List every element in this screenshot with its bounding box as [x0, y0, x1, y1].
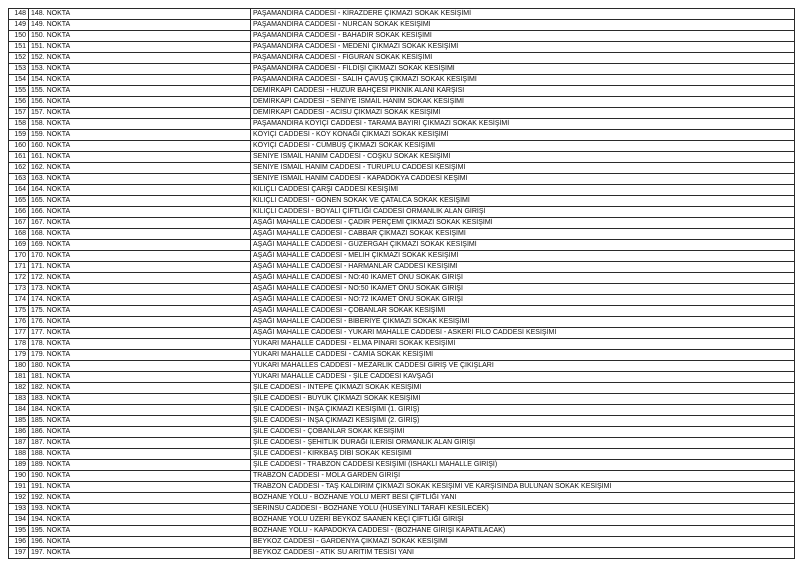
location-cell: BOZHANE YOLU - BOZHANE YOLU MERT BESİ ÇİFTLİĞİ YANI [251, 493, 795, 504]
point-name-cell: 191. NOKTA [29, 482, 251, 493]
row-number-cell: 195 [9, 526, 29, 537]
location-cell: AŞAĞI MAHALLE CADDESİ - NO:40 İKAMET ÖNÜ SOKAK GİRİŞİ [251, 273, 795, 284]
table-row [9, 361, 795, 372]
row-number-cell: 180 [9, 361, 29, 372]
table-row [9, 119, 795, 130]
row-number-cell: 161 [9, 152, 29, 163]
row-number-cell: 186 [9, 427, 29, 438]
table-row [9, 75, 795, 86]
location-cell: DEMİRKAPI CADDESİ - SENİYE İSMAİL HANIM SOKAK KESİŞİMİ [251, 97, 795, 108]
table-row [9, 130, 795, 141]
table-row [9, 64, 795, 75]
row-number-cell: 187 [9, 438, 29, 449]
point-name-cell: 162. NOKTA [29, 163, 251, 174]
row-number-cell: 154 [9, 75, 29, 86]
point-name-cell: 168. NOKTA [29, 229, 251, 240]
table-row [9, 218, 795, 229]
location-cell: AŞAĞI MAHALLE CADDESİ - HARMANLAR CADDESİ KESİŞİMİ [251, 262, 795, 273]
location-cell: SENİYE İSMAİL HANIM CADDESİ - TURUPLU CADDESİ KESİŞİMİ [251, 163, 795, 174]
table-row [9, 174, 795, 185]
location-cell: TRABZON CADDESİ - TAŞ KALDIRIM ÇIKMAZI SOKAK KESİŞİMİ VE KARŞISINDA BULUNAN SOKAK KESİŞİMİ [251, 482, 795, 493]
row-number-cell: 197 [9, 548, 29, 559]
row-number-cell: 164 [9, 185, 29, 196]
row-number-cell: 193 [9, 504, 29, 515]
checkpoint-table [8, 8, 795, 559]
table-row [9, 405, 795, 416]
point-name-cell: 167. NOKTA [29, 218, 251, 229]
location-cell: KILIÇLI CADDESİ - BOYALI ÇİFTLİĞİ CADDESİ ORMANLIK ALAN GİRİŞİ [251, 207, 795, 218]
table-row [9, 284, 795, 295]
table-row [9, 86, 795, 97]
location-cell: YUKARI MAHALLES CADDESİ - MEZARLIK CADDESİ GİRİŞ VE ÇIKIŞLARI [251, 361, 795, 372]
point-name-cell: 157. NOKTA [29, 108, 251, 119]
point-name-cell: 176. NOKTA [29, 317, 251, 328]
point-name-cell: 150. NOKTA [29, 31, 251, 42]
table-row [9, 306, 795, 317]
table-row [9, 240, 795, 251]
point-name-cell: 173. NOKTA [29, 284, 251, 295]
location-cell: KÖYİÇİ CADDESİ - CÜMBÜŞ ÇIKMAZI SOKAK KESİŞİMİ [251, 141, 795, 152]
point-name-cell: 195. NOKTA [29, 526, 251, 537]
row-number-cell: 196 [9, 537, 29, 548]
row-number-cell: 155 [9, 86, 29, 97]
location-cell: PAŞAMANDIRA KÖYİÇİ CADDESİ - TARAMA BAYIRI ÇIKMAZI SOKAK KESİŞİMİ [251, 119, 795, 130]
location-cell: SERİNSU CADDESİ - BOZHANE YOLU (HÜSEYİNLİ TARAFI KESİLECEK) [251, 504, 795, 515]
table-row [9, 449, 795, 460]
row-number-cell: 171 [9, 262, 29, 273]
point-name-cell: 159. NOKTA [29, 130, 251, 141]
location-cell: BOZHANE YOLU ÜZERİ BEYKOZ SAANEN KEÇİ ÇİFTLİĞİ GİRİŞİ [251, 515, 795, 526]
table-body [9, 9, 795, 559]
row-number-cell: 163 [9, 174, 29, 185]
point-name-cell: 178. NOKTA [29, 339, 251, 350]
point-name-cell: 174. NOKTA [29, 295, 251, 306]
point-name-cell: 188. NOKTA [29, 449, 251, 460]
location-cell: ŞİLE CADDESİ - KIRKBAŞ DİBİ SOKAK KESİŞİMİ [251, 449, 795, 460]
point-name-cell: 160. NOKTA [29, 141, 251, 152]
table-row [9, 31, 795, 42]
location-cell: ŞİLE CADDESİ - ŞEHİTLİK DURAĞI İLERİSİ ORMANLIK ALAN GİRİŞİ [251, 438, 795, 449]
location-cell: PAŞAMANDIRA CADDESİ - FİGURAN SOKAK KESİŞİMİ [251, 53, 795, 64]
row-number-cell: 157 [9, 108, 29, 119]
table-row [9, 350, 795, 361]
point-name-cell: 156. NOKTA [29, 97, 251, 108]
location-cell: AŞAĞI MAHALLE CADDESİ - NO:72 İKAMET ÖNÜ SOKAK GİRİŞİ [251, 295, 795, 306]
row-number-cell: 152 [9, 53, 29, 64]
table-row [9, 97, 795, 108]
point-name-cell: 183. NOKTA [29, 394, 251, 405]
table-row [9, 504, 795, 515]
row-number-cell: 156 [9, 97, 29, 108]
row-number-cell: 182 [9, 383, 29, 394]
location-cell: AŞAĞI MAHALLE CADDESİ - CABBAR ÇIKMAZI SOKAK KESİŞİMİ [251, 229, 795, 240]
point-name-cell: 152. NOKTA [29, 53, 251, 64]
point-name-cell: 186. NOKTA [29, 427, 251, 438]
location-cell: AŞAĞI MAHALLE CADDESİ - NO:50 İKAMET ÖNÜ SOKAK GİRİŞİ [251, 284, 795, 295]
table-row [9, 262, 795, 273]
table-row [9, 427, 795, 438]
row-number-cell: 153 [9, 64, 29, 75]
location-cell: SENİYE İSMAİL HANIM CADDESİ - COŞKU SOKAK KESİŞİMİ [251, 152, 795, 163]
point-name-cell: 154. NOKTA [29, 75, 251, 86]
row-number-cell: 159 [9, 130, 29, 141]
point-name-cell: 189. NOKTA [29, 460, 251, 471]
location-cell: YUKARI MAHALLE CADDESİ - ŞİLE CADDESİ KAVŞAĞI [251, 372, 795, 383]
table-row [9, 471, 795, 482]
row-number-cell: 179 [9, 350, 29, 361]
row-number-cell: 185 [9, 416, 29, 427]
location-cell: KILIÇLI CADDESİ ÇARŞI CADDESİ KESİŞİMİ [251, 185, 795, 196]
point-name-cell: 194. NOKTA [29, 515, 251, 526]
row-number-cell: 160 [9, 141, 29, 152]
row-number-cell: 149 [9, 20, 29, 31]
point-name-cell: 161. NOKTA [29, 152, 251, 163]
row-number-cell: 194 [9, 515, 29, 526]
point-name-cell: 151. NOKTA [29, 42, 251, 53]
table-row [9, 9, 795, 20]
point-name-cell: 166. NOKTA [29, 207, 251, 218]
point-name-cell: 148. NOKTA [29, 9, 251, 20]
point-name-cell: 171. NOKTA [29, 262, 251, 273]
table-row [9, 372, 795, 383]
point-name-cell: 163. NOKTA [29, 174, 251, 185]
point-name-cell: 170. NOKTA [29, 251, 251, 262]
table-row [9, 515, 795, 526]
point-name-cell: 196. NOKTA [29, 537, 251, 548]
point-name-cell: 155. NOKTA [29, 86, 251, 97]
table-row [9, 251, 795, 262]
table-row [9, 108, 795, 119]
point-name-cell: 180. NOKTA [29, 361, 251, 372]
location-cell: SENİYE İSMAİL HANIM CADDESİ - KAPADOKYA CADDESİ KEŞİMİ [251, 174, 795, 185]
row-number-cell: 188 [9, 449, 29, 460]
location-cell: BEYKOZ CADDESİ - ATIK SU ARITIM TESİSİ YANI [251, 548, 795, 559]
location-cell: AŞAĞI MAHALLE CADDESİ - YUKARI MAHALLE CADDESİ - ASKERİ FİLO CADDESİ KESİŞİMİ [251, 328, 795, 339]
point-name-cell: 158. NOKTA [29, 119, 251, 130]
point-name-cell: 187. NOKTA [29, 438, 251, 449]
location-cell: DEMİRKAPI CADDESİ - HUZUR BAHÇESİ PİKNİK ALANI KARŞISI [251, 86, 795, 97]
row-number-cell: 175 [9, 306, 29, 317]
point-name-cell: 184. NOKTA [29, 405, 251, 416]
point-name-cell: 149. NOKTA [29, 20, 251, 31]
location-cell: AŞAĞI MAHALLE CADDESİ - GÜZERGAH ÇIKMAZI SOKAK KESİŞİMİ [251, 240, 795, 251]
point-name-cell: 193. NOKTA [29, 504, 251, 515]
point-name-cell: 153. NOKTA [29, 64, 251, 75]
row-number-cell: 168 [9, 229, 29, 240]
point-name-cell: 164. NOKTA [29, 185, 251, 196]
row-number-cell: 181 [9, 372, 29, 383]
table-row [9, 537, 795, 548]
table-row [9, 207, 795, 218]
table-row [9, 196, 795, 207]
table-row [9, 482, 795, 493]
location-cell: KÖYİÇİ CADDESİ - KÖY KONAĞI ÇIKMAZI SOKAK KESİŞİMİ [251, 130, 795, 141]
location-cell: PAŞAMANDIRA CADDESİ - BAHADIR SOKAK KESİŞİMİ [251, 31, 795, 42]
table-row [9, 526, 795, 537]
table-row [9, 20, 795, 31]
location-cell: ŞİLE CADDESİ - BÜYÜK ÇIKMAZI SOKAK KESİŞİMİ [251, 394, 795, 405]
row-number-cell: 192 [9, 493, 29, 504]
location-cell: AŞAĞI MAHALLE CADDESİ - BİBERİYE ÇIKMAZI SOKAK KESİŞİMİ [251, 317, 795, 328]
point-name-cell: 190. NOKTA [29, 471, 251, 482]
table-row [9, 317, 795, 328]
row-number-cell: 148 [9, 9, 29, 20]
table-row [9, 141, 795, 152]
location-cell: PAŞAMANDIRA CADDESİ - KİRAZDERE ÇIKMAZI SOKAK KESİŞİMİ [251, 9, 795, 20]
table-row [9, 295, 795, 306]
row-number-cell: 172 [9, 273, 29, 284]
location-cell: ŞİLE CADDESİ - İNŞA ÇIKMAZI KESİŞİMİ (2. GİRİŞ) [251, 416, 795, 427]
table-row [9, 229, 795, 240]
location-cell: ŞİLE CADDESİ - İNTEPE ÇIKMAZI SOKAK KESİŞİMİ [251, 383, 795, 394]
location-cell: PAŞAMANDIRA CADDESİ - NURCAN SOKAK KESİŞİMİ [251, 20, 795, 31]
location-cell: AŞAĞI MAHALLE CADDESİ - ÇOBANLAR SOKAK KESİŞİMİ [251, 306, 795, 317]
location-cell: AŞAĞI MAHALLE CADDESİ - MELİH ÇIKMAZI SOKAK KESİŞİMİ [251, 251, 795, 262]
point-name-cell: 169. NOKTA [29, 240, 251, 251]
table-row [9, 152, 795, 163]
table-row [9, 328, 795, 339]
table-row [9, 53, 795, 64]
row-number-cell: 151 [9, 42, 29, 53]
location-cell: PAŞAMANDIRA CADDESİ - SALİH ÇAVUŞ ÇIKMAZI SOKAK KESİŞİMİ [251, 75, 795, 86]
row-number-cell: 158 [9, 119, 29, 130]
location-cell: ŞİLE CADDESİ - TRABZON CADDESİ KESİŞİMİ (İSHAKLI MAHALLE GİRİŞİ) [251, 460, 795, 471]
point-name-cell: 175. NOKTA [29, 306, 251, 317]
location-cell: ŞİLE CADDESİ - İNŞA ÇIKMAZI KESİŞİMİ (1. GİRİŞ) [251, 405, 795, 416]
location-cell: YUKARI MAHALLE CADDESİ - CAMİA SOKAK KESİŞİMİ [251, 350, 795, 361]
location-cell: PAŞAMANDIRA CADDESİ - MEDENİ ÇIKMAZI SOKAK KESİŞİMİ [251, 42, 795, 53]
table-row [9, 460, 795, 471]
row-number-cell: 183 [9, 394, 29, 405]
location-cell: PAŞAMANDIRA CADDESİ - FİLDİŞİ ÇIKMAZI SOKAK KESİŞİMİ [251, 64, 795, 75]
row-number-cell: 167 [9, 218, 29, 229]
row-number-cell: 178 [9, 339, 29, 350]
point-name-cell: 179. NOKTA [29, 350, 251, 361]
location-cell: BEYKOZ CADDESİ - GARDENYA ÇIKMAZI SOKAK KESİŞİMİ [251, 537, 795, 548]
table-row [9, 163, 795, 174]
point-name-cell: 185. NOKTA [29, 416, 251, 427]
row-number-cell: 173 [9, 284, 29, 295]
location-cell: TRABZON CADDESİ - MOLA GARDEN GİRİŞİ [251, 471, 795, 482]
location-cell: YUKARI MAHALLE CADDESİ - ELMA PINARI SOKAK KESİŞİMİ [251, 339, 795, 350]
table-row [9, 416, 795, 427]
table-row [9, 383, 795, 394]
table-row [9, 438, 795, 449]
table-row [9, 185, 795, 196]
row-number-cell: 166 [9, 207, 29, 218]
table-row [9, 273, 795, 284]
row-number-cell: 190 [9, 471, 29, 482]
point-name-cell: 165. NOKTA [29, 196, 251, 207]
table-row [9, 493, 795, 504]
row-number-cell: 174 [9, 295, 29, 306]
row-number-cell: 177 [9, 328, 29, 339]
location-cell: KILIÇLI CADDESİ - GÖNEN SOKAK VE ÇATALCA SOKAK KESİŞİMİ [251, 196, 795, 207]
point-name-cell: 197. NOKTA [29, 548, 251, 559]
point-name-cell: 182. NOKTA [29, 383, 251, 394]
row-number-cell: 191 [9, 482, 29, 493]
row-number-cell: 162 [9, 163, 29, 174]
table-row [9, 42, 795, 53]
row-number-cell: 184 [9, 405, 29, 416]
location-cell: DEMİRKAPI CADDESİ - ACISU ÇIKMAZI SOKAK KESİŞİMİ [251, 108, 795, 119]
location-cell: BOZHANE YOLU - KAPADOKYA CADDESİ - (BOZHANE GİRİŞİ KAPATILACAK) [251, 526, 795, 537]
row-number-cell: 150 [9, 31, 29, 42]
point-name-cell: 177. NOKTA [29, 328, 251, 339]
table-row [9, 394, 795, 405]
row-number-cell: 189 [9, 460, 29, 471]
row-number-cell: 165 [9, 196, 29, 207]
point-name-cell: 172. NOKTA [29, 273, 251, 284]
location-cell: AŞAĞI MAHALLE CADDESİ - ÇADIR PERÇEMİ ÇIKMAZI SOKAK KESİŞİMİ [251, 218, 795, 229]
row-number-cell: 170 [9, 251, 29, 262]
point-name-cell: 181. NOKTA [29, 372, 251, 383]
point-name-cell: 192. NOKTA [29, 493, 251, 504]
table-row [9, 548, 795, 559]
row-number-cell: 176 [9, 317, 29, 328]
row-number-cell: 169 [9, 240, 29, 251]
table-row [9, 339, 795, 350]
location-cell: ŞİLE CADDESİ - ÇOBANLAR SOKAK KESİŞİMİ [251, 427, 795, 438]
